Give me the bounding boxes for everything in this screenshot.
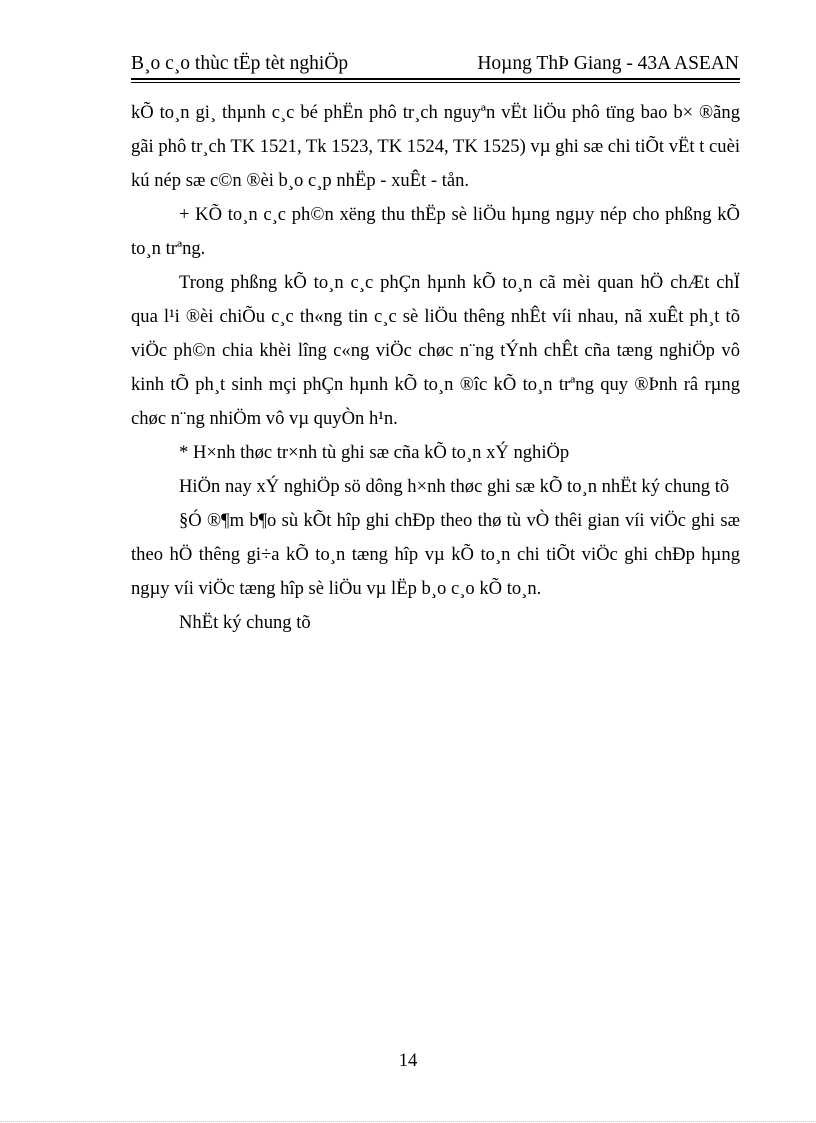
page-bottom-edge (0, 1121, 816, 1122)
page-number: 14 (398, 1050, 418, 1071)
page-header (131, 52, 739, 76)
section-heading-bookkeeping: * H×nh thøc tr×nh tù ghi sæ cña kÕ to¸n xÝ nghiÖp (179, 442, 570, 463)
header-report-title: B¸o c¸o thùc tËp tèt nghiÖp (131, 53, 349, 74)
document-body (131, 96, 740, 640)
paragraph-combination: §Ó ®¶m b¶o sù kÕt hîp ghi chÐp theo thø tù vÒ thêi gian víi viÖc ghi sæ theo hÖ thêng gi÷a kÕ to¸n tæng hîp vµ kÕ to¸n chi tiÕt viÖc ghi chÐp hµng ngµy víi viÖc tæng hîp sè liÖu vµ lËp b¸o c¸o kÕ to¸n. (131, 510, 740, 599)
paragraph-continuation: kÕ to¸n gi¸ thµnh c¸c bé phËn phô tr¸ch nguyªn vËt liÖu phô tïng bao b× ®ãng gãi phô tr¸ch TK 1521, Tk 1523, TK 1524, TK 1525) vµ ghi sæ chi tiÕt vËt t cuèi kú nép sæ c©n ®èi b¸o c¸p nhËp - xuÊt - tån. (131, 102, 740, 191)
header-rule (131, 78, 740, 83)
paragraph-current-form: HiÖn nay xÝ nghiÖp sö dông h×nh thøc ghi sæ kÕ to¸n nhËt ký chung tõ (179, 476, 730, 497)
paragraph-general-journal: NhËt ký chung tõ (179, 612, 311, 633)
paragraph-department-relations: Trong phßng kÕ to¸n c¸c phÇn hµnh kÕ to¸n cã mèi quan hÖ chÆt chÏ qua l¹i ®èi chiÕu c¸c th«ng tin c¸c sè liÖu thêng nhÊt víi nhau, nã xuÊt ph¸t tõ viÖc ph©n chia khèi lîng c«ng viÖc chøc n¨ng tÝnh chÊt cña tæng nghiÖp vô kinh tÕ ph¸t sinh mçi phÇn hµnh kÕ to¸n ®îc kÕ to¸n trªng quy ®Þnh râ rµng chøc n¨ng nhiÖm vô vµ quyÒn h¹n. (131, 272, 740, 429)
paragraph-workshop-accounting: + KÕ to¸n c¸c ph©n xëng thu thËp sè liÖu hµng ngµy nép cho phßng kÕ to¸n trªng. (131, 204, 740, 259)
header-author: Hoµng ThÞ Giang - 43A ASEAN (477, 53, 739, 74)
